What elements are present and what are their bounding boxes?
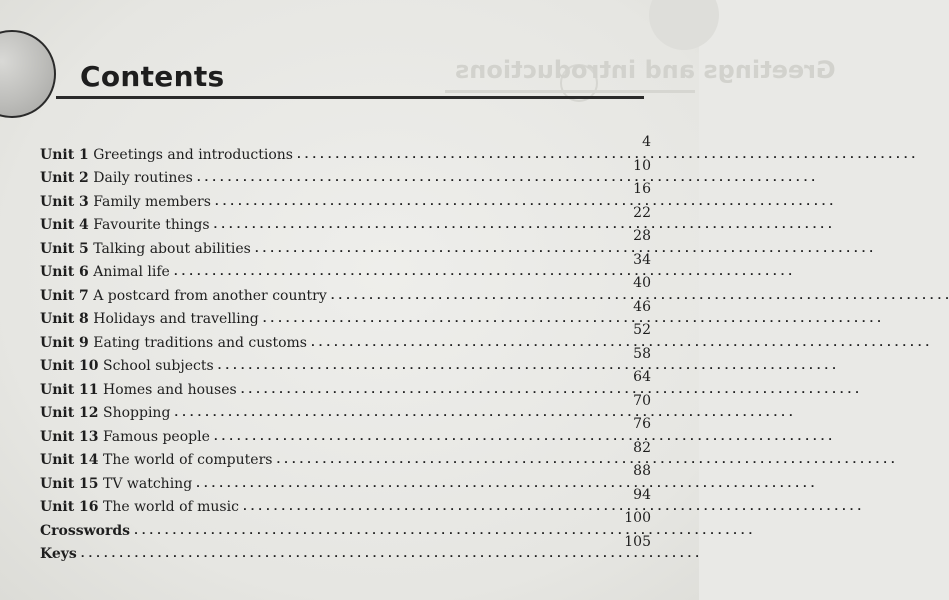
toc-page-number: 10 — [633, 157, 651, 174]
toc-entry-label — [40, 194, 215, 210]
dot-leader — [134, 524, 752, 538]
dot-leader — [243, 500, 861, 514]
toc-entry-title: TV watching — [102, 475, 193, 492]
toc-entry-prefix: Unit 7 — [40, 287, 89, 304]
dot-leader — [81, 547, 699, 561]
toc-entry-prefix: Unit 4 — [40, 217, 89, 234]
decorative-circle — [0, 30, 56, 118]
toc-entry-title: Homes and houses — [102, 381, 237, 398]
toc-entry[interactable] — [40, 157, 651, 191]
toc-entry-label — [40, 546, 81, 562]
toc-entry-prefix: Unit 3 — [40, 193, 89, 210]
toc-entry-title: Talking about abilities — [93, 240, 251, 257]
toc-entry-label — [40, 452, 276, 468]
toc-entry[interactable] — [40, 439, 651, 473]
toc-entry-prefix: Keys — [40, 546, 77, 563]
dot-leader — [263, 312, 881, 326]
dot-leader — [297, 148, 915, 162]
toc-entry-title: The world of computers — [102, 452, 273, 469]
toc-page-number: 16 — [633, 181, 651, 197]
toc-page-number: 100 — [624, 510, 651, 526]
bleed-through-circle — [649, 0, 719, 50]
bleed-through-heading: Greetings and introductions — [455, 56, 836, 84]
toc-page-number: 46 — [633, 298, 651, 315]
dot-leader — [214, 218, 832, 232]
toc-entry-prefix: Unit 2 — [40, 170, 89, 187]
toc-entry-title: Family members — [93, 193, 211, 210]
toc-entry-label — [40, 241, 255, 257]
toc-entry-title: A postcard from another country — [93, 287, 327, 304]
toc-entry[interactable] — [40, 275, 651, 308]
toc-page-number: 58 — [633, 345, 651, 362]
toc-entry-title: Greetings and introductions — [93, 146, 293, 163]
toc-entry-prefix: Unit 13 — [40, 428, 99, 445]
toc-entry[interactable] — [40, 322, 651, 355]
toc-entry[interactable] — [40, 392, 651, 426]
toc-entry-prefix: Unit 16 — [40, 499, 99, 516]
dot-leader — [174, 406, 792, 420]
dot-leader — [215, 195, 833, 209]
toc-entry-title: Shopping — [102, 405, 171, 422]
toc-entry-prefix: Unit 6 — [40, 264, 89, 281]
toc-entry-title: Daily routines — [93, 170, 193, 187]
toc-page-number: 70 — [633, 392, 651, 409]
toc-entry-label — [40, 405, 174, 421]
toc-entry[interactable] — [40, 251, 651, 285]
toc-page-number: 22 — [633, 204, 651, 221]
toc-entry-label — [40, 264, 174, 280]
toc-entry-label — [40, 523, 134, 539]
toc-entry[interactable] — [40, 369, 651, 402]
dot-leader — [196, 477, 814, 491]
toc-entry-prefix: Unit 12 — [40, 405, 99, 422]
toc-page-number: 82 — [633, 439, 651, 456]
toc-entry-label — [40, 382, 241, 398]
toc-page-number: 52 — [633, 322, 651, 338]
toc-page-number: 28 — [633, 228, 651, 244]
toc-entry-prefix: Crosswords — [40, 522, 131, 539]
toc-page-number: 40 — [633, 275, 651, 291]
toc-entry-label — [40, 429, 214, 445]
page-title: Contents — [80, 60, 225, 93]
toc-entry-title: Famous people — [102, 428, 210, 445]
toc-page-number: 64 — [633, 369, 651, 385]
toc-entry-label — [40, 311, 263, 327]
toc-entry-title: Animal life — [93, 264, 170, 281]
toc-page-number: 76 — [633, 416, 651, 432]
dot-leader — [241, 383, 859, 397]
toc-entry[interactable] — [40, 533, 651, 567]
title-underline — [56, 96, 644, 99]
toc-entry-label — [40, 288, 331, 304]
toc-entry[interactable] — [40, 298, 651, 332]
toc-entry[interactable] — [40, 134, 651, 167]
toc-entry[interactable] — [40, 204, 651, 238]
dot-leader — [214, 430, 832, 444]
toc-entry-label — [40, 358, 218, 374]
toc-entry-label — [40, 147, 297, 163]
toc-entry-title: School subjects — [102, 358, 214, 375]
toc-entry-prefix: Unit 15 — [40, 475, 99, 492]
toc-entry[interactable] — [40, 345, 651, 379]
toc-entry-prefix: Unit 5 — [40, 240, 89, 257]
toc-entry-title: Holidays and travelling — [93, 311, 259, 328]
toc-entry-title: Favourite things — [93, 217, 210, 234]
toc-entry-prefix: Unit 11 — [40, 381, 99, 398]
toc-entry[interactable] — [40, 510, 651, 543]
toc-page-number: 88 — [633, 463, 651, 479]
toc-entry[interactable] — [40, 181, 651, 214]
toc-entry-prefix: Unit 10 — [40, 358, 99, 375]
toc-entry[interactable] — [40, 486, 651, 520]
toc-entry-prefix: Unit 8 — [40, 311, 89, 328]
toc-entry-label — [40, 499, 243, 515]
toc-entry-prefix: Unit 1 — [40, 146, 89, 163]
bleed-through-rule — [445, 90, 695, 93]
toc-page-number: 34 — [633, 251, 651, 268]
toc-page-number: 105 — [624, 533, 651, 550]
toc-page-number: 94 — [633, 486, 651, 503]
dot-leader — [218, 359, 836, 373]
table-of-contents — [40, 134, 651, 566]
dot-leader — [255, 242, 873, 256]
toc-entry-label — [40, 335, 311, 351]
dot-leader — [197, 171, 815, 185]
toc-entry-label — [40, 476, 196, 492]
toc-entry[interactable] — [40, 463, 651, 496]
toc-entry-label — [40, 217, 214, 233]
toc-entry-prefix: Unit 9 — [40, 334, 89, 351]
toc-entry-label — [40, 170, 197, 186]
toc-page-number: 4 — [642, 134, 651, 150]
toc-entry-title: Eating traditions and customs — [93, 334, 307, 351]
toc-entry-prefix: Unit 14 — [40, 452, 99, 469]
toc-entry-title: The world of music — [102, 499, 239, 516]
toc-entry[interactable] — [40, 228, 651, 261]
dot-leader — [174, 265, 792, 279]
dot-leader — [276, 453, 894, 467]
toc-entry[interactable] — [40, 416, 651, 449]
